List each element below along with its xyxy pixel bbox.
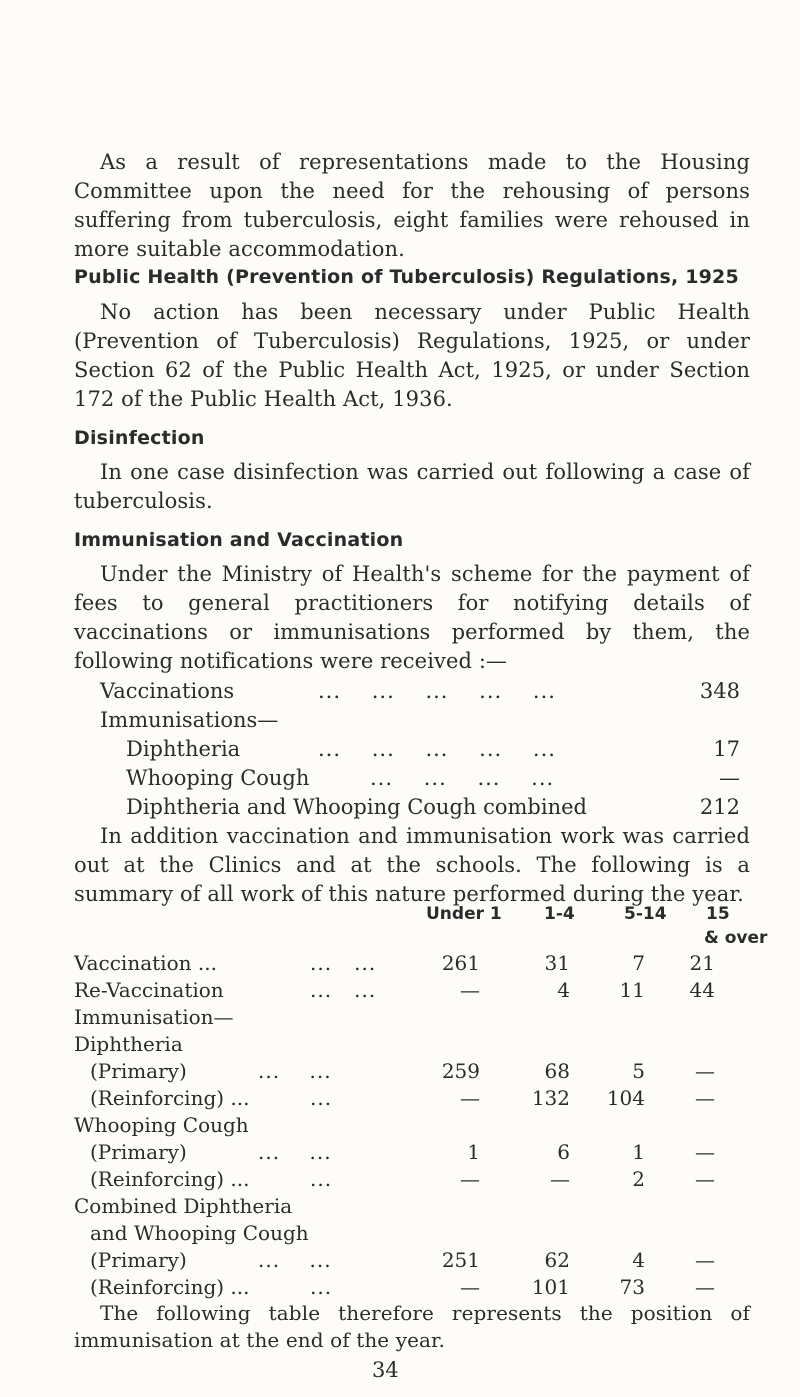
section-heading-immunisation: Immunisation and Vaccination (74, 529, 404, 551)
col-header-5-14: 5-14 (624, 904, 667, 924)
section-heading-disinfection: Disinfection (74, 427, 205, 449)
table-row: Whooping Cough (74, 1113, 249, 1137)
table-row: (Reinforcing) ... ... — 101 73 — (90, 1275, 715, 1299)
list-item-vaccinations: Vaccinations ... ... ... ... ... 348 (100, 679, 740, 703)
col-header-under-1: Under 1 (426, 904, 502, 924)
list-item-diphtheria: Diphtheria ... ... ... ... ... 17 (126, 737, 740, 761)
col-header-1-4: 1-4 (544, 904, 575, 924)
table-row: and Whooping Cough (90, 1221, 309, 1245)
table-row: (Reinforcing) ... ... — — 2 — (90, 1167, 715, 1191)
intro-paragraph: As a result of representations made to the Housing Committee upon the need for the rehousing of persons suffering from tuberculosis, eight families were rehoused in more suitable accommodation. (74, 150, 750, 261)
list-item-combined: Diphtheria and Whooping Cough combined 212 (126, 795, 740, 819)
disinfection-paragraph: In one case disinfection was carried out following a case of tuberculosis. (74, 460, 750, 513)
col-header-and-over: & over (704, 928, 768, 948)
table-row: Re-Vaccination ... ... — 4 11 44 (74, 978, 715, 1002)
col-header-15: 15 (706, 904, 730, 924)
table-row: (Primary) ... ... 251 62 4 — (90, 1248, 715, 1272)
table-row: Combined Diphtheria (74, 1194, 293, 1218)
closing-paragraph: The following table therefore represents the position of immunisation at the end of the year. (74, 1301, 750, 1352)
table-row: Immunisation— (74, 1005, 234, 1029)
list-item-immunisations: Immunisations— (100, 708, 279, 732)
summary-paragraph: In addition vaccination and immunisation work was carried out at the Clinics and at the schools. The following is a summary of all work of this nature performed during the year. (74, 824, 750, 906)
tb-regulations-paragraph: No action has been necessary under Public Health (Prevention of Tuberculosis) Regulations, 1925, or under Section 62 of the Public Health Act, 1925, or under Section 172 of the Public Health Act, 1936. (74, 300, 750, 411)
section-heading-tb-regulations: Public Health (Prevention of Tuberculosis) Regulations, 1925 (74, 266, 739, 288)
table-row: Vaccination ... ... ... 261 31 7 21 (74, 951, 715, 975)
table-row: (Primary) ... ... 1 6 1 — (90, 1140, 715, 1164)
immunisation-paragraph: Under the Ministry of Health's scheme for the payment of fees to general practitioners for notifying details of vaccinations or immunisations performed by them, the following notifications were received :— (74, 562, 750, 673)
list-item-whooping-cough: Whooping Cough ... ... ... ... — (126, 766, 740, 790)
table-row: (Primary) ... ... 259 68 5 — (90, 1059, 715, 1083)
table-row: (Reinforcing) ... ... — 132 104 — (90, 1086, 715, 1110)
table-row: Diphtheria (74, 1032, 183, 1056)
page-number: 34 (372, 1358, 399, 1382)
